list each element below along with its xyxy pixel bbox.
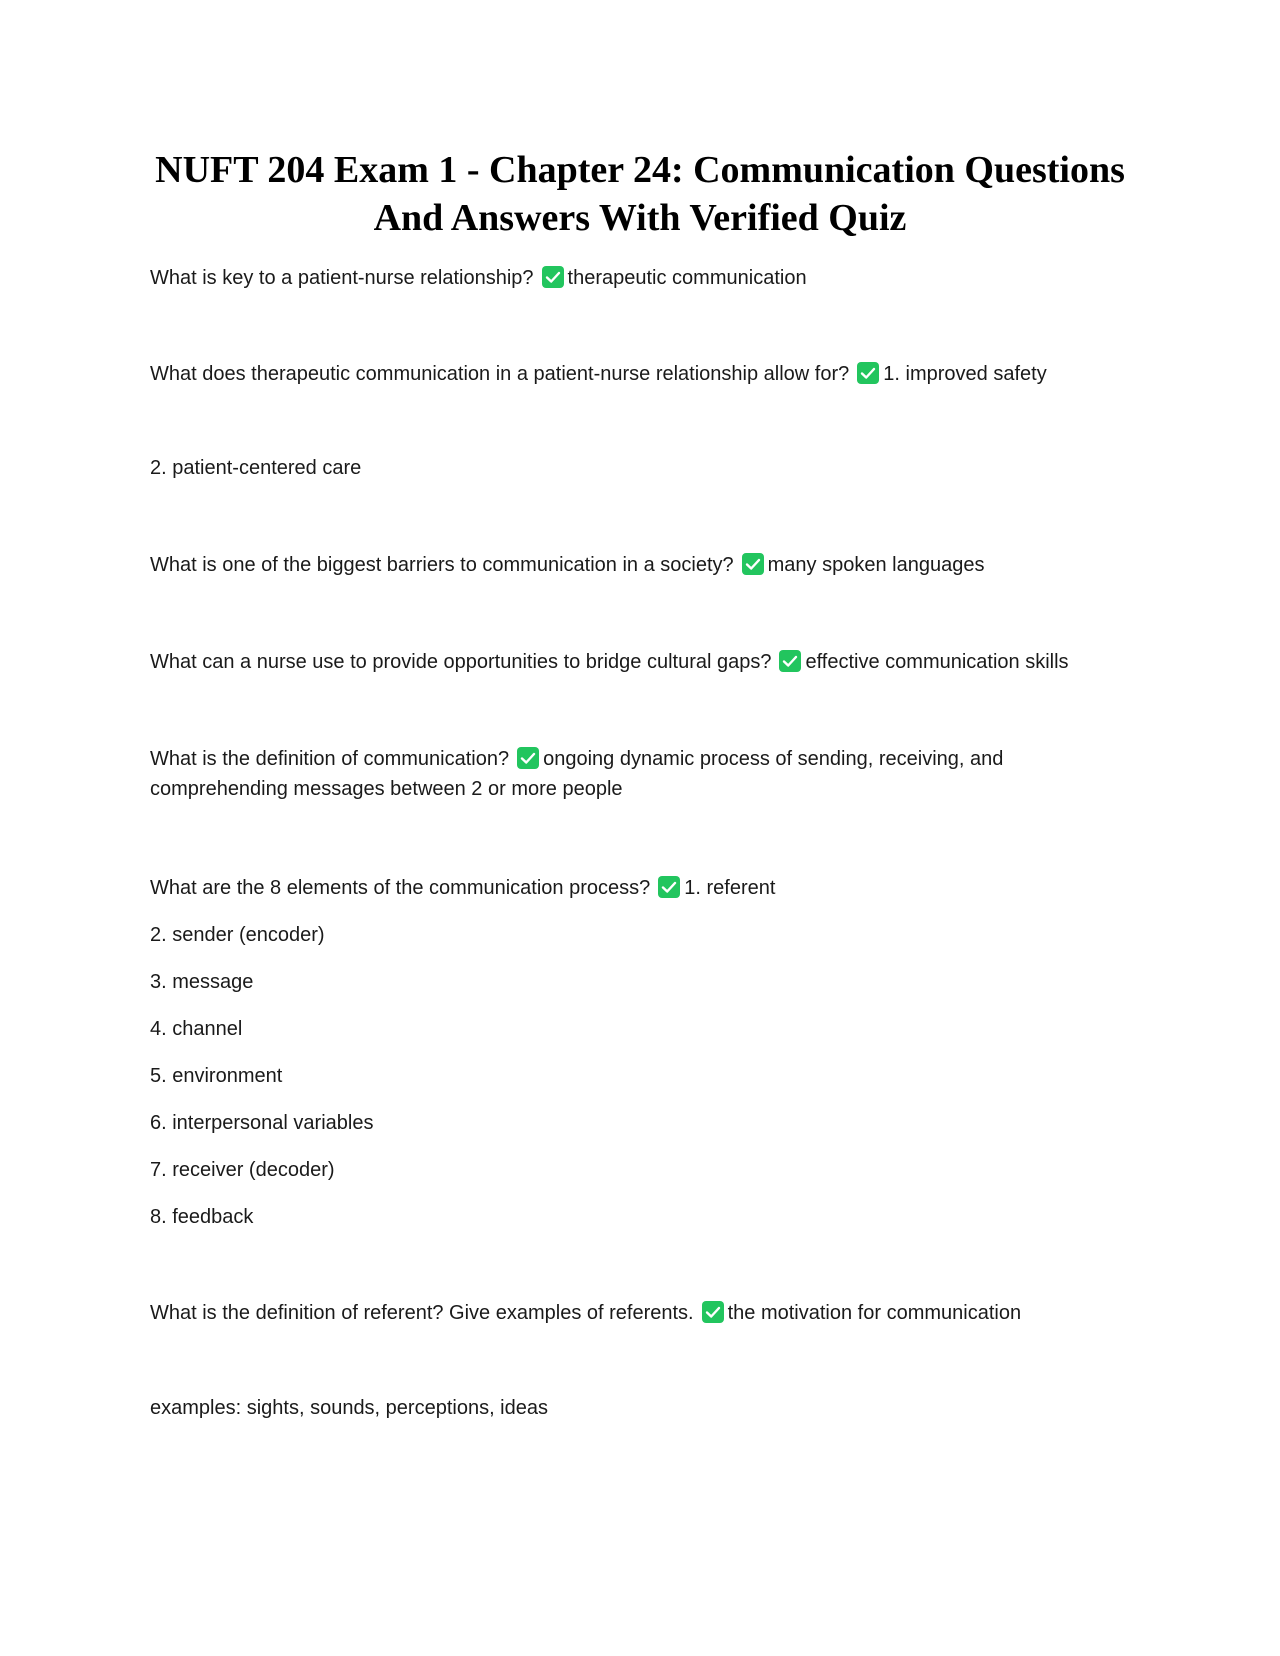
qa-item [150, 362, 1047, 386]
question-text: What is one of the biggest barriers to communication in a society? [150, 554, 734, 576]
answer-continuation: 2. patient-centered care [150, 457, 362, 479]
answer-text: 1. referent [684, 877, 776, 899]
answer-text: many spoken languages [767, 554, 985, 576]
qa-item [150, 553, 984, 577]
qa-item [150, 876, 775, 900]
answer-text: 1. improved safety [883, 363, 1047, 385]
check-mark-icon [857, 362, 879, 384]
check-mark-icon [779, 650, 801, 672]
list-item: 3. message [150, 971, 254, 993]
document-title [120, 146, 1160, 242]
check-mark-icon [742, 553, 764, 575]
answer-text: ongoing dynamic process of sending, receiving, and comprehending messages between 2 or more people [150, 748, 1004, 800]
title-line-2: And Answers With Verified Quiz [373, 197, 907, 239]
title-line-1: NUFT 204 Exam 1 - Chapter 24: Communication Questions [155, 149, 1125, 191]
answer-continuation: examples: sights, sounds, perceptions, ideas [150, 1397, 548, 1419]
check-mark-icon [658, 876, 680, 898]
qa-item [150, 1301, 1021, 1325]
question-text: What is the definition of referent? Give examples of referents. [150, 1302, 694, 1324]
qa-item [150, 266, 807, 290]
question-text: What does therapeutic communication in a patient-nurse relationship allow for? [150, 363, 850, 385]
question-text: What is the definition of communication? [150, 748, 510, 770]
list-item: 2. sender (encoder) [150, 924, 325, 946]
answer-text: the motivation for communication [727, 1302, 1022, 1324]
check-mark-icon [702, 1301, 724, 1323]
answer-text: effective communication skills [805, 651, 1069, 673]
check-mark-icon [517, 747, 539, 769]
list-item: 4. channel [150, 1018, 243, 1040]
answer-text: therapeutic communication [567, 267, 807, 289]
list-item: 7. receiver (decoder) [150, 1159, 335, 1181]
question-text: What are the 8 elements of the communication process? [150, 877, 651, 899]
qa-item [150, 744, 1110, 804]
question-text: What can a nurse use to provide opportunities to bridge cultural gaps? [150, 651, 772, 673]
qa-item [150, 650, 1069, 674]
list-item: 5. environment [150, 1065, 283, 1087]
question-text: What is key to a patient-nurse relationship? [150, 267, 534, 289]
list-item: 8. feedback [150, 1206, 254, 1228]
list-item: 6. interpersonal variables [150, 1112, 374, 1134]
check-mark-icon [542, 266, 564, 288]
